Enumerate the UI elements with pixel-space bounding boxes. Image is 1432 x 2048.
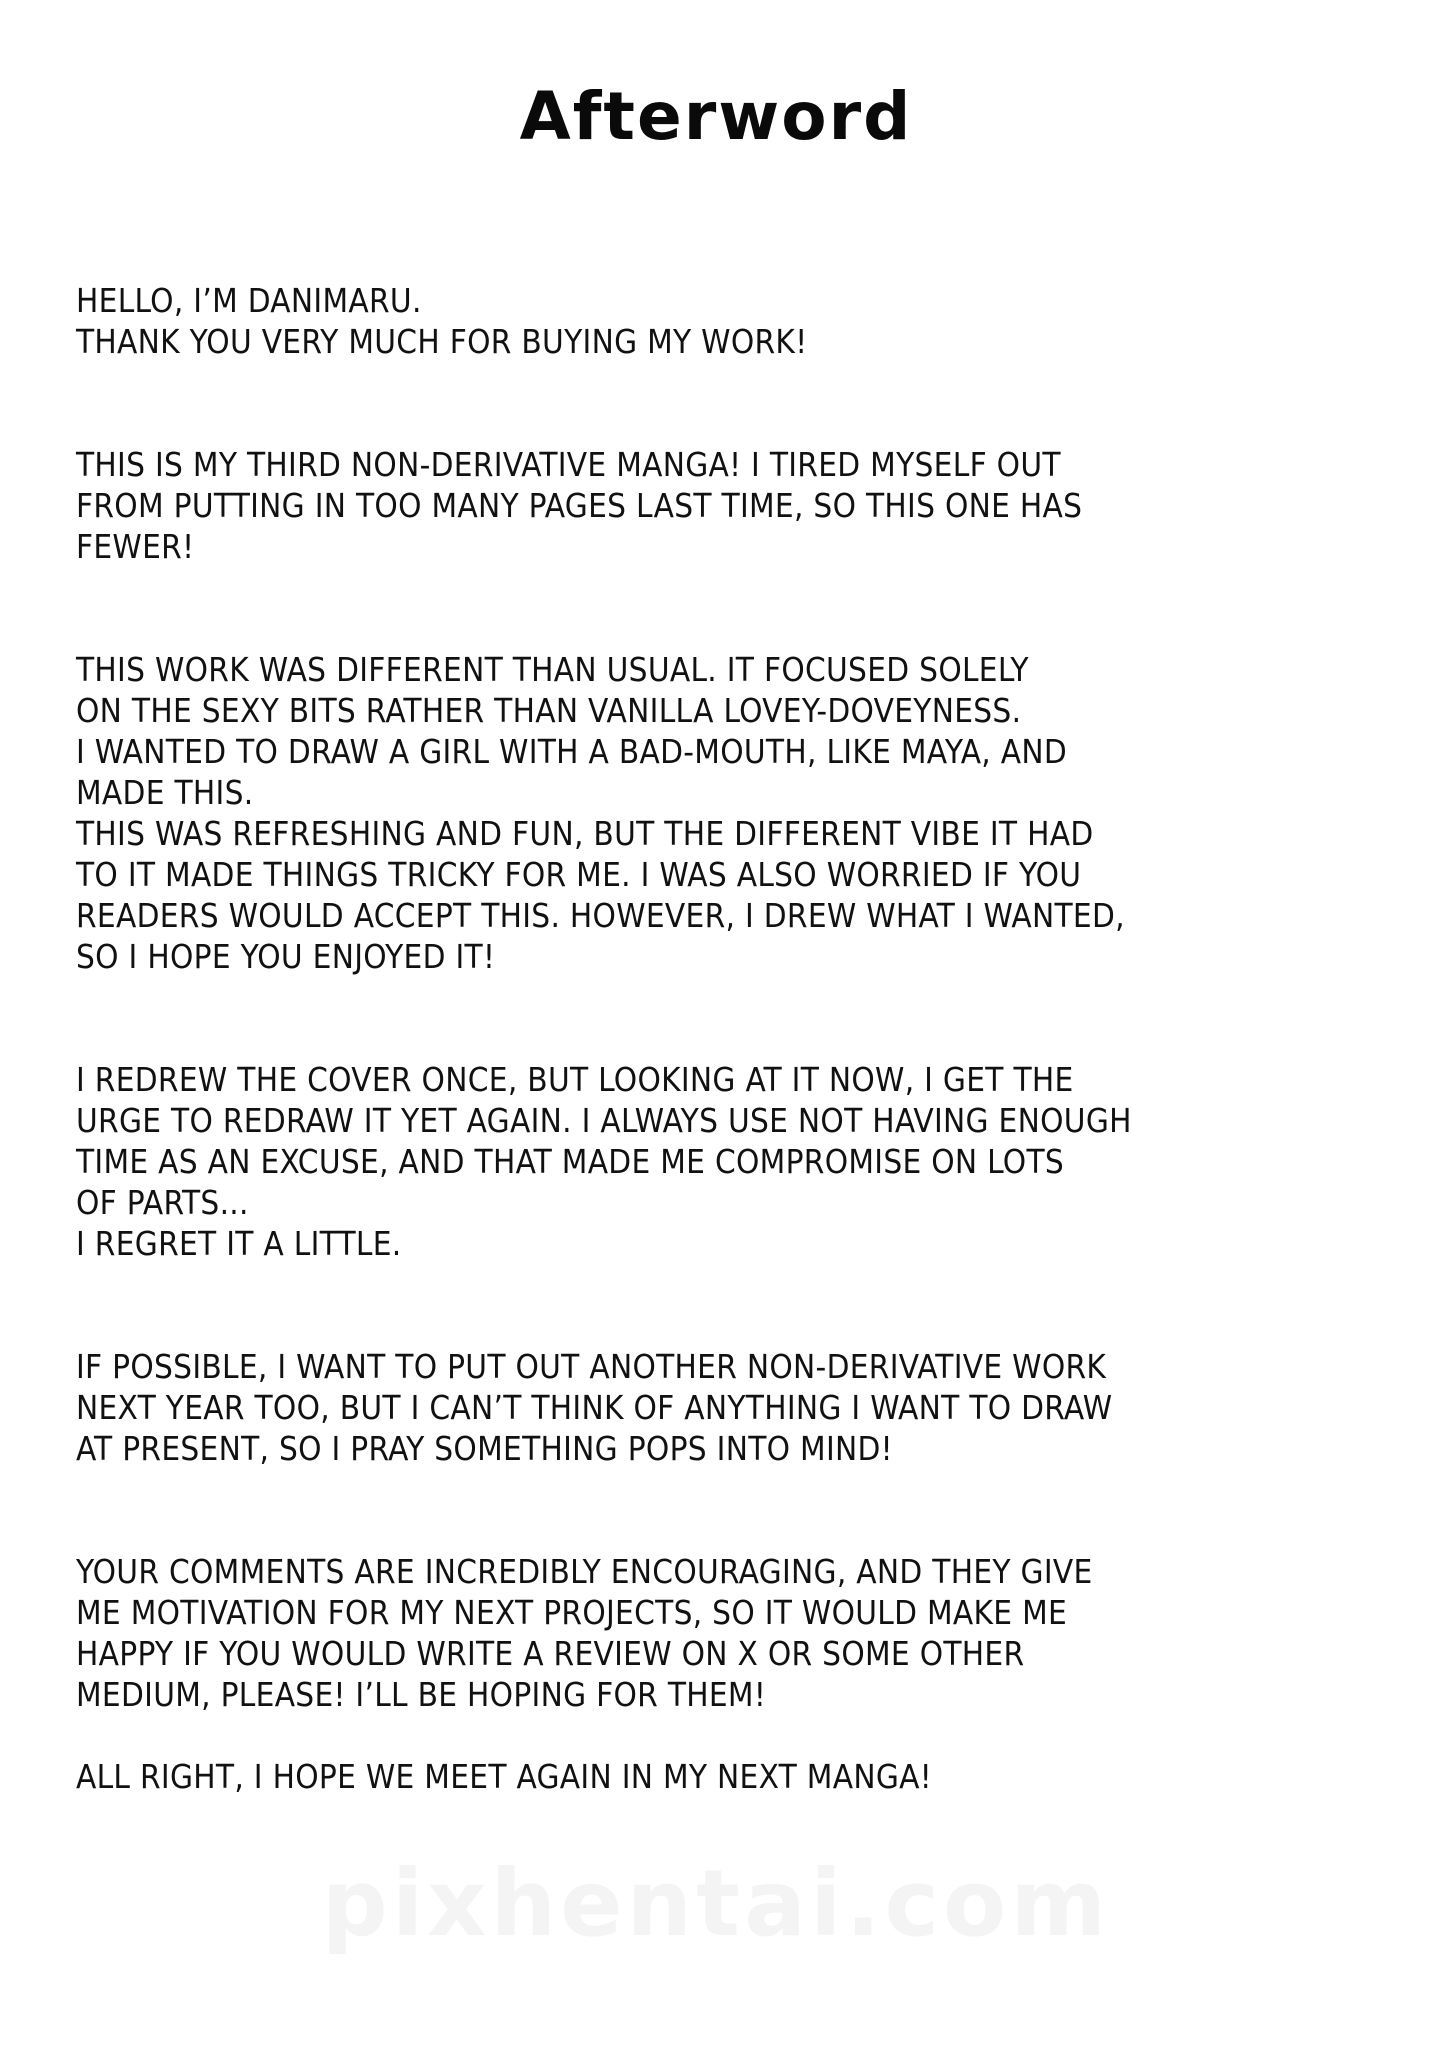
paragraph-third-manga bbox=[76, 444, 1366, 567]
text-line: I REGRET IT A LITTLE. bbox=[76, 1224, 402, 1263]
text-line: THIS WORK WAS DIFFERENT THAN USUAL. IT FOCUSED SOLELY bbox=[76, 650, 1029, 689]
text-line: MADE THIS. bbox=[76, 773, 254, 812]
text-line: ALL RIGHT, I HOPE WE MEET AGAIN IN MY NEXT MANGA! bbox=[76, 1757, 932, 1796]
text-line: THIS WAS REFRESHING AND FUN, BUT THE DIFFERENT VIBE IT HAD bbox=[76, 814, 1094, 853]
text-line: FEWER! bbox=[76, 527, 195, 566]
text-line: IF POSSIBLE, I WANT TO PUT OUT ANOTHER NON-DERIVATIVE WORK bbox=[76, 1347, 1107, 1386]
paragraph-comments bbox=[76, 1551, 1366, 1715]
text-line: I REDREW THE COVER ONCE, BUT LOOKING AT IT NOW, I GET THE bbox=[76, 1060, 1074, 1099]
text-line: HAPPY IF YOU WOULD WRITE A REVIEW ON X OR SOME OTHER bbox=[76, 1634, 1025, 1673]
paragraph-greeting bbox=[76, 280, 1366, 362]
text-line: MEDIUM, PLEASE! I’LL BE HOPING FOR THEM! bbox=[76, 1675, 767, 1714]
text-line: NEXT YEAR TOO, BUT I CAN’T THINK OF ANYTHING I WANT TO DRAW bbox=[76, 1388, 1113, 1427]
text-line: TO IT MADE THINGS TRICKY FOR ME. I WAS ALSO WORRIED IF YOU bbox=[76, 855, 1082, 894]
text-line: ON THE SEXY BITS RATHER THAN VANILLA LOVEY-DOVEYNESS. bbox=[76, 691, 1022, 730]
text-line: YOUR COMMENTS ARE INCREDIBLY ENCOURAGING, AND THEY GIVE bbox=[76, 1552, 1093, 1591]
text-line: HELLO, I’M DANIMARU. bbox=[76, 281, 422, 320]
text-line: FROM PUTTING IN TOO MANY PAGES LAST TIME, SO THIS ONE HAS bbox=[76, 486, 1083, 525]
text-line: SO I HOPE YOU ENJOYED IT! bbox=[76, 937, 496, 976]
text-line: THANK YOU VERY MUCH FOR BUYING MY WORK! bbox=[76, 322, 808, 361]
text-line: OF PARTS... bbox=[76, 1183, 249, 1222]
text-line: I WANTED TO DRAW A GIRL WITH A BAD-MOUTH, LIKE MAYA, AND bbox=[76, 732, 1068, 771]
paragraph-different-work bbox=[76, 649, 1366, 977]
text-line: URGE TO REDRAW IT YET AGAIN. I ALWAYS USE NOT HAVING ENOUGH bbox=[76, 1101, 1132, 1140]
text-line: READERS WOULD ACCEPT THIS. HOWEVER, I DREW WHAT I WANTED, bbox=[76, 896, 1125, 935]
text-line: ME MOTIVATION FOR MY NEXT PROJECTS, SO IT WOULD MAKE ME bbox=[76, 1593, 1068, 1632]
paragraph-cover bbox=[76, 1059, 1366, 1264]
paragraph-closing bbox=[76, 1756, 1366, 1797]
paragraph-next-year bbox=[76, 1346, 1366, 1469]
text-line: AT PRESENT, SO I PRAY SOMETHING POPS INTO MIND! bbox=[76, 1429, 893, 1468]
afterword-body bbox=[76, 280, 1366, 1797]
page-title: Afterword bbox=[519, 78, 913, 155]
text-line: TIME AS AN EXCUSE, AND THAT MADE ME COMPROMISE ON LOTS bbox=[76, 1142, 1065, 1181]
text-line: THIS IS MY THIRD NON-DERIVATIVE MANGA! I TIRED MYSELF OUT bbox=[76, 445, 1061, 484]
watermark: pixhentai.com bbox=[321, 1850, 1111, 1957]
